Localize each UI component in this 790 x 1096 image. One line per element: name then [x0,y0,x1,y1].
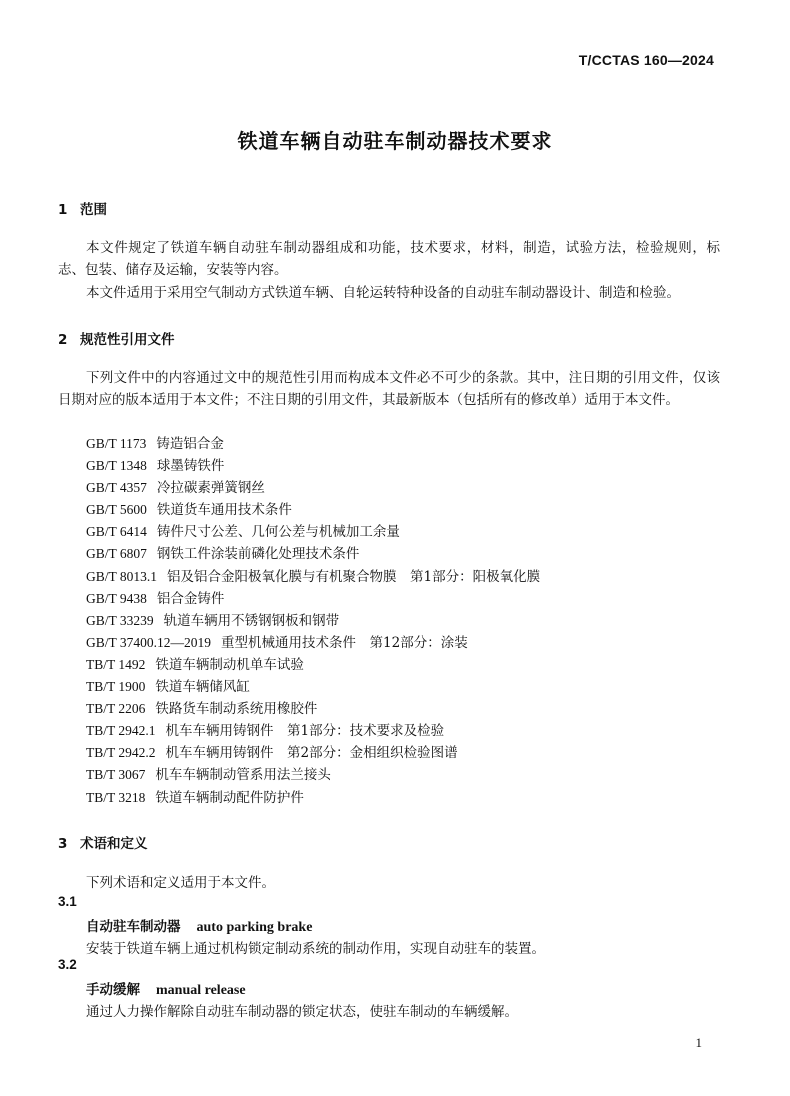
reference-item [86,720,540,742]
reference-title: 机车车辆制动管系用法兰接头 [155,767,331,784]
reference-code: GB/T 6807 [86,546,147,562]
reference-item [86,698,540,720]
normative-intro: 下列文件中的内容通过文中的规范性引用而构成本文件必不可少的条款。其中，注日期的引用文件，仅该日期对应的版本适用于本文件；不注日期的引用文件，其最新版本（包括所有的修改单）适用于本文件。 [58,370,720,408]
term-heading [86,915,312,936]
reference-item [86,521,540,543]
section-number: 3 [58,836,68,852]
scope-paragraph-2: 本文件适用于采用空气制动方式铁道车辆、自轮运转特种设备的自动驻车制动器设计、制造和检验。 [86,285,680,301]
term-chinese: 自动驻车制动器 [86,919,181,935]
reference-item [86,477,540,499]
reference-item [86,742,540,764]
reference-title: 机车车辆用铸钢件 第1部分：技术要求及检验 [165,723,445,740]
reference-code: GB/T 1173 [86,436,147,451]
reference-title: 铁道车辆储风缸 [155,679,250,696]
reference-code: GB/T 33239 [86,612,154,628]
reference-item [86,566,540,588]
reference-item [86,499,540,521]
section-title: 规范性引用文件 [80,332,175,348]
reference-title: 冷拉碳素弹簧钢丝 [156,480,265,497]
term-heading [86,978,246,999]
reference-item [86,654,540,676]
reference-title: 钢铁工件涂装前磷化处理技术条件 [156,546,360,563]
standard-code: T/CCTAS 160—2024 [578,52,714,68]
reference-code: GB/T 5600 [86,502,147,518]
reference-code: GB/T 9438 [86,590,147,606]
section-number: 2 [58,332,68,348]
section-heading-scope [58,198,107,218]
reference-title: 铸件尺寸公差、几何公差与机械加工余量 [156,524,400,541]
term-english: manual release [156,983,246,998]
reference-title: 铁路货车制动系统用橡胶件 [155,701,318,718]
reference-title: 机车车辆用铸钢件 第2部分：金相组织检验图谱 [165,745,458,762]
reference-item [86,676,540,698]
scope-paragraph-1: 本文件规定了铁道车辆自动驻车制动器组成和功能，技术要求，材料，制造，试验方法，检验规则，标志、包装、储存及运输，安装等内容。 [58,240,720,278]
reference-item [86,787,540,809]
reference-item [86,455,540,477]
reference-code: TB/T 3218 [86,789,146,805]
reference-item [86,543,540,565]
section-heading-terms [58,832,148,852]
reference-code: TB/T 1900 [86,679,146,695]
section-number: 1 [58,202,68,218]
reference-code: GB/T 1348 [86,458,147,474]
term-number: 3.1 [58,894,77,909]
section-heading-normative [58,328,175,348]
term-definition: 通过人力操作解除自动驻车制动器的锁定状态，使驻车制动的车辆缓解。 [86,1004,518,1020]
term-definition: 安装于铁道车辆上通过机构锁定制动系统的制动作用，实现自动驻车的装置。 [86,941,545,957]
reference-title: 铁道车辆制动机单车试验 [155,656,304,673]
reference-item [86,632,540,654]
section-title: 术语和定义 [80,836,148,852]
term-number: 3.2 [58,957,77,972]
term-chinese: 手动缓解 [86,982,140,998]
page-number: 1 [695,1035,702,1050]
reference-code: TB/T 2942.2 [86,745,156,761]
reference-code: TB/T 1492 [86,656,146,672]
reference-item [86,610,540,632]
reference-title: 轨道车辆用不锈钢钢板和钢带 [163,612,340,629]
reference-title: 铁道货车通用技术条件 [156,502,292,519]
reference-title: 铝及铝合金阳极氧化膜与有机聚合物膜 第1部分：阳极氧化膜 [167,568,541,585]
reference-code: TB/T 2206 [86,701,146,717]
reference-item [86,588,540,610]
reference-code: GB/T 4357 [86,480,147,496]
reference-code: TB/T 2942.1 [86,723,156,739]
reference-title: 铸造铝合金 [156,436,224,452]
section-title: 范围 [80,202,107,218]
reference-code: GB/T 37400.12—2019 [86,634,212,650]
reference-list [86,433,540,809]
reference-title: 铝合金铸件 [156,590,225,607]
reference-title: 重型机械通用技术条件 第12部分：涂装 [221,634,468,651]
reference-item [86,764,540,786]
reference-code: GB/T 6414 [86,524,147,540]
terms-intro: 下列术语和定义适用于本文件。 [86,875,275,891]
reference-item [86,433,540,455]
term-english: auto parking brake [196,920,313,935]
reference-title: 铁道车辆制动配件防护件 [155,789,304,806]
reference-code: TB/T 3067 [86,767,146,783]
document-title: 铁道车辆自动驻车制动器技术要求 [237,129,553,153]
reference-title: 球墨铸铁件 [156,458,225,475]
reference-code: GB/T 8013.1 [86,568,158,584]
